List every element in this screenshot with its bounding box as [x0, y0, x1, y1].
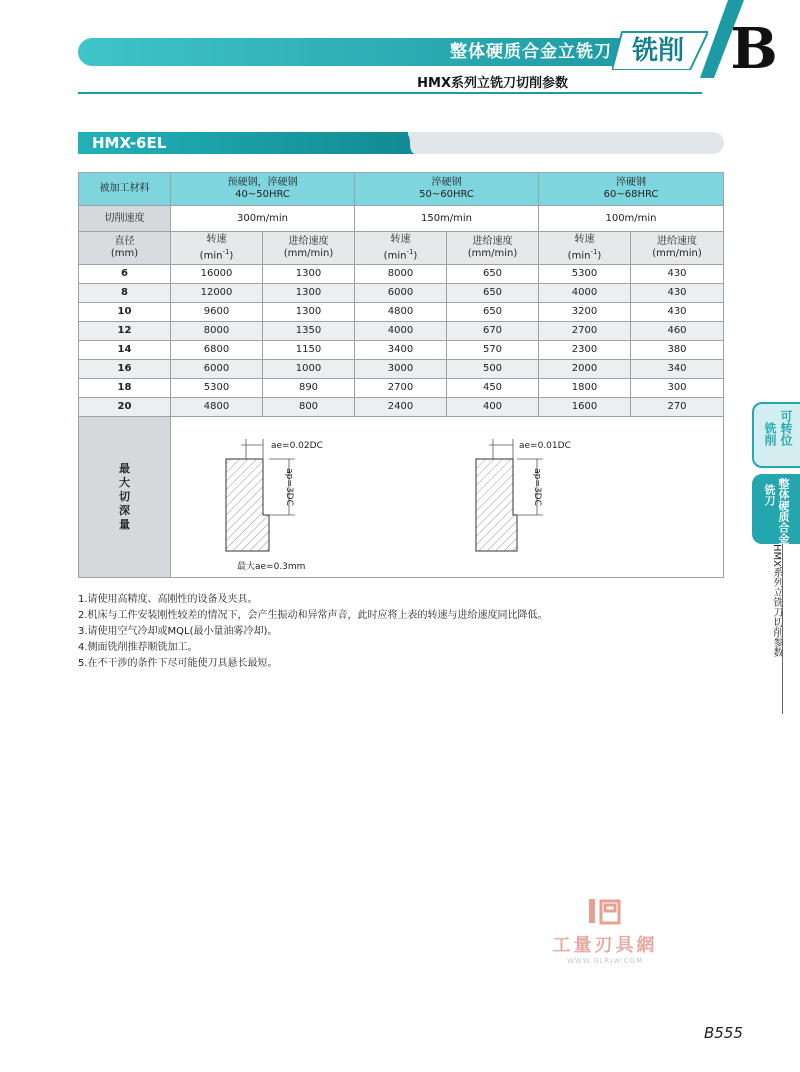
value-cell: 270	[631, 398, 724, 417]
value-cell: 670	[447, 322, 539, 341]
watermark-brand: 工量刃具網	[552, 935, 658, 956]
material-label: 被加工材料	[79, 173, 171, 206]
value-cell: 8000	[355, 265, 447, 284]
diameter-cell: 8	[79, 284, 171, 303]
table-row	[79, 322, 724, 341]
value-cell: 9600	[171, 303, 263, 322]
value-cell: 1000	[263, 360, 355, 379]
speed-row	[79, 206, 724, 232]
feed-header: 进给速度 (mm/min)	[263, 232, 355, 265]
speed-cell: 150m/min	[355, 206, 539, 232]
value-cell: 4800	[171, 398, 263, 417]
material-cell: 淬硬钢 60~68HRC	[539, 173, 724, 206]
value-cell: 5300	[171, 379, 263, 398]
value-cell: 5300	[539, 265, 631, 284]
watermark-logo-icon	[585, 897, 625, 927]
value-cell: 1300	[263, 284, 355, 303]
depth-diagrams	[171, 417, 723, 577]
diameter-cell: 10	[79, 303, 171, 322]
diameter-cell: 12	[79, 322, 171, 341]
value-cell: 8000	[171, 322, 263, 341]
header-divider	[78, 92, 702, 94]
side-tab-label: 可转位	[779, 410, 793, 446]
value-cell: 430	[631, 303, 724, 322]
page-subtitle: HMX系列立铣刀切削参数	[417, 76, 568, 91]
value-cell: 1300	[263, 265, 355, 284]
value-cell: 3000	[355, 360, 447, 379]
side-tab-label: 铣刀	[763, 484, 776, 506]
speed-cell: 100m/min	[539, 206, 724, 232]
value-cell: 380	[631, 341, 724, 360]
side-tab-indexable-milling[interactable]	[752, 402, 800, 468]
table-row	[79, 303, 724, 322]
material-cell: 预硬钢，淬硬钢 40~50HRC	[171, 173, 355, 206]
value-cell: 2000	[539, 360, 631, 379]
value-cell: 650	[447, 284, 539, 303]
diameter-cell: 20	[79, 398, 171, 417]
diagram2-ae: ae=0.01DC	[519, 441, 571, 451]
value-cell: 450	[447, 379, 539, 398]
side-tab-label: 整体硬质合金	[777, 478, 790, 544]
value-cell: 1350	[263, 322, 355, 341]
value-cell: 2700	[355, 379, 447, 398]
table-row	[79, 284, 724, 303]
value-cell: 430	[631, 265, 724, 284]
header-tab-label: 铣削	[631, 36, 684, 66]
value-cell: 1300	[263, 303, 355, 322]
value-cell: 1600	[539, 398, 631, 417]
value-cell: 570	[447, 341, 539, 360]
speed-label: 切削速度	[79, 206, 171, 232]
value-cell: 4000	[539, 284, 631, 303]
depth-label: 最大切深量	[79, 417, 171, 578]
depth-row	[79, 417, 724, 578]
table-row	[79, 265, 724, 284]
value-cell: 12000	[171, 284, 263, 303]
value-cell: 6000	[171, 360, 263, 379]
value-cell: 3200	[539, 303, 631, 322]
value-cell: 400	[447, 398, 539, 417]
table-row	[79, 341, 724, 360]
diameter-cell: 16	[79, 360, 171, 379]
speed-cell: 300m/min	[171, 206, 355, 232]
value-cell: 500	[447, 360, 539, 379]
diameter-cell: 18	[79, 379, 171, 398]
feed-header: 进给速度 (mm/min)	[631, 232, 724, 265]
table-row	[79, 379, 724, 398]
rpm-header: 转速 $(\min^{-1})$	[355, 232, 447, 265]
column-header-row	[79, 232, 724, 265]
diagram-1	[226, 439, 323, 572]
page-title: 整体硬质合金立铣刀	[450, 42, 612, 62]
note-item: 1.请使用高精度、高刚性的设备及夹具。	[78, 594, 258, 605]
diameter-cell: 6	[79, 265, 171, 284]
value-cell: 2400	[355, 398, 447, 417]
note-item: 3.请使用空气冷却或MQL(最小量油雾冷却)。	[78, 626, 278, 637]
value-cell: 16000	[171, 265, 263, 284]
value-cell: 4000	[355, 322, 447, 341]
notes	[78, 592, 548, 672]
diameter-cell: 14	[79, 341, 171, 360]
value-cell: 4800	[355, 303, 447, 322]
section-banner-curve	[396, 132, 416, 154]
diagram2-ap: ap=3DC	[532, 468, 542, 506]
value-cell: 430	[631, 284, 724, 303]
diagram1-ae: ae=0.02DC	[271, 441, 323, 451]
value-cell: 3400	[355, 341, 447, 360]
table-row	[79, 360, 724, 379]
value-cell: 340	[631, 360, 724, 379]
value-cell: 6000	[355, 284, 447, 303]
material-cell: 淬硬钢 50~60HRC	[355, 173, 539, 206]
value-cell: 6800	[171, 341, 263, 360]
side-section-label: HMX系列立铣刀切削参数	[771, 544, 782, 657]
watermark-url: WWW.GLRJW.COM	[566, 957, 644, 965]
feed-header: 进给速度 (mm/min)	[447, 232, 539, 265]
table-body	[79, 265, 724, 417]
value-cell: 2300	[539, 341, 631, 360]
page-number: B555	[704, 1024, 743, 1042]
value-cell: 650	[447, 303, 539, 322]
diagram-2	[476, 439, 571, 551]
note-item: 4.侧面铣削推荐顺铣加工。	[78, 642, 198, 653]
value-cell: 2700	[539, 322, 631, 341]
side-divider	[782, 544, 783, 714]
depth-diagram-cell	[171, 417, 724, 578]
note-item: 2.机床与工件安装刚性较差的情况下，会产生振动和异常声音，此时应将上表的转速与进给速度同比降低。	[78, 610, 548, 621]
value-cell: 460	[631, 322, 724, 341]
section-title: HMX-6EL	[92, 134, 167, 152]
rpm-header: 转速 $(\min^{-1})$	[539, 232, 631, 265]
value-cell: 800	[263, 398, 355, 417]
watermark	[540, 897, 670, 965]
cutting-parameter-table	[78, 172, 724, 578]
table-row	[79, 398, 724, 417]
value-cell: 890	[263, 379, 355, 398]
diagram1-note: 最大ae=0.3mm	[237, 562, 306, 572]
material-row	[79, 173, 724, 206]
side-tab-label: 铣削	[763, 422, 777, 446]
value-cell: 300	[631, 379, 724, 398]
diameter-header: 直径 (mm)	[79, 232, 171, 265]
value-cell: 1150	[263, 341, 355, 360]
diagram1-ap: ap=3DC	[284, 468, 294, 506]
side-tab-solid-carbide[interactable]	[752, 474, 800, 544]
rpm-header: 转速 $(\min^{-1})$	[171, 232, 263, 265]
section-letter: B	[730, 16, 778, 82]
value-cell: 1800	[539, 379, 631, 398]
note-item: 5.在不干涉的条件下尽可能使刀具悬长最短。	[78, 658, 278, 669]
value-cell: 650	[447, 265, 539, 284]
